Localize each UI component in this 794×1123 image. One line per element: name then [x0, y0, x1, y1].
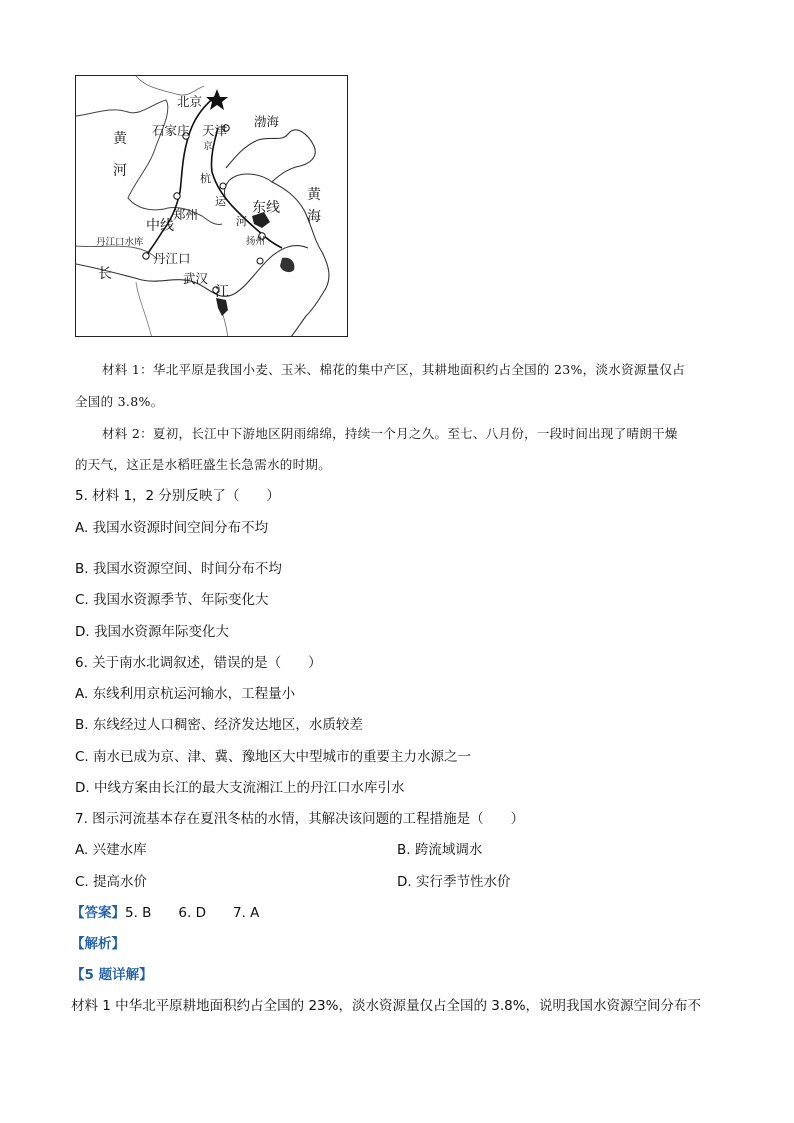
- map-label-middle-route: 中线: [146, 218, 174, 234]
- material-1-line-1: 材料 1：华北平原是我国小麦、玉米、棉花的集中产区，其耕地面积约占全国的 23%，淡水资源量仅占: [102, 362, 686, 377]
- map-label-danjiangkou: 丹江口: [153, 251, 191, 266]
- beijing-star-icon: [206, 89, 228, 110]
- yellow-river: [76, 100, 222, 225]
- map-label-yangtze-2: 江: [215, 284, 229, 300]
- city-dot-danjiangkou: [143, 253, 149, 259]
- question-5-stem: 5. 材料 1，2 分别反映了（ ）: [75, 488, 280, 504]
- map-label-yellow-sea-1: 黄: [307, 187, 321, 203]
- question-5-detail-text: 材料 1 中华北平原耕地面积约占全国的 23%，淡水资源量仅占全国的 3.8%，说明我国水资源空间分布不: [71, 998, 702, 1014]
- map-label-tianjin: 天津: [202, 123, 228, 138]
- question-5-option-c: C. 我国水资源季节、年际变化大: [75, 592, 269, 608]
- question-7-option-b: B. 跨流域调水: [397, 842, 483, 858]
- question-5-option-a: A. 我国水资源时间空间分布不均: [75, 520, 269, 536]
- map-label-canal-he: 河: [236, 215, 247, 228]
- city-dot-zhengzhou: [174, 193, 180, 199]
- map-label-bohai: 渤海: [254, 114, 280, 129]
- map-label-yangzhou: 扬州: [246, 236, 266, 247]
- question-5-option-d: D. 我国水资源年际变化大: [75, 624, 229, 640]
- question-6-option-a: A. 东线利用京杭运河输水，工程量小: [75, 686, 296, 702]
- analysis-tag: 【解析】: [71, 936, 125, 952]
- map-label-canal-hang: 杭: [200, 172, 211, 185]
- map-label-shijiazhuang: 石家庄: [152, 123, 190, 138]
- material-1-line-2: 全国的 3.8%。: [75, 394, 164, 409]
- lake-tai: [280, 258, 294, 272]
- question-6-option-b: B. 东线经过人口稠密、经济发达地区，水质较差: [75, 717, 363, 733]
- answer-values: 5. B 6. D 7. A: [125, 905, 260, 921]
- coastline: [226, 130, 329, 337]
- map-label-yellow-sea-2: 海: [307, 209, 321, 225]
- tributary-lakes: [136, 282, 152, 337]
- answer-tag: 【答案】: [71, 905, 125, 921]
- question-6-option-c: C. 南水已成为京、津、冀、豫地区大中型城市的重要主力水源之一: [75, 749, 472, 765]
- map-label-zhengzhou: 郑州: [173, 207, 199, 222]
- south-north-water-map: [75, 75, 348, 337]
- question-7-option-d: D. 实行季节性水价: [397, 874, 511, 890]
- city-dot-east: [257, 258, 263, 264]
- map-label-yangtze-1: 长: [98, 266, 112, 282]
- answer-line: [71, 901, 259, 921]
- map-label-beijing: 北京: [177, 94, 203, 109]
- map-label-wuhan: 武汉: [183, 271, 209, 286]
- material-2-line-1: 材料 2：夏初，长江中下游地区阴雨绵绵，持续一个月之久。至七、八月份，一段时间出现了晴朗干燥: [102, 426, 678, 441]
- question-5-option-b: B. 我国水资源空间、时间分布不均: [75, 561, 282, 577]
- map-label-east-route: 东线: [252, 200, 280, 216]
- map-label-yellow-river-2: 河: [113, 163, 127, 179]
- map-label-canal-yun: 运: [215, 195, 226, 208]
- map-label-yellow-river-1: 黄: [113, 131, 127, 147]
- map-label-canal-jing: 京: [203, 141, 213, 152]
- map-label-reservoir: 丹江口水库: [96, 237, 144, 248]
- question-7-stem: 7. 图示河流基本存在夏汛冬枯的水情，其解决该问题的工程措施是（ ）: [75, 811, 525, 827]
- question-7-option-c: C. 提高水价: [75, 874, 148, 890]
- question-6-option-d: D. 中线方案由长江的最大支流湘江上的丹江口水库引水: [75, 780, 405, 796]
- question-7-option-a: A. 兴建水库: [75, 842, 147, 858]
- material-2-line-2: 的天气，这正是水稻旺盛生长急需水的时期。: [75, 457, 332, 472]
- question-5-detail-title: 【5 题详解】: [71, 967, 153, 983]
- question-6-stem: 6. 关于南水北调叙述，错误的是（ ）: [75, 655, 322, 671]
- city-dot-canal: [220, 183, 226, 189]
